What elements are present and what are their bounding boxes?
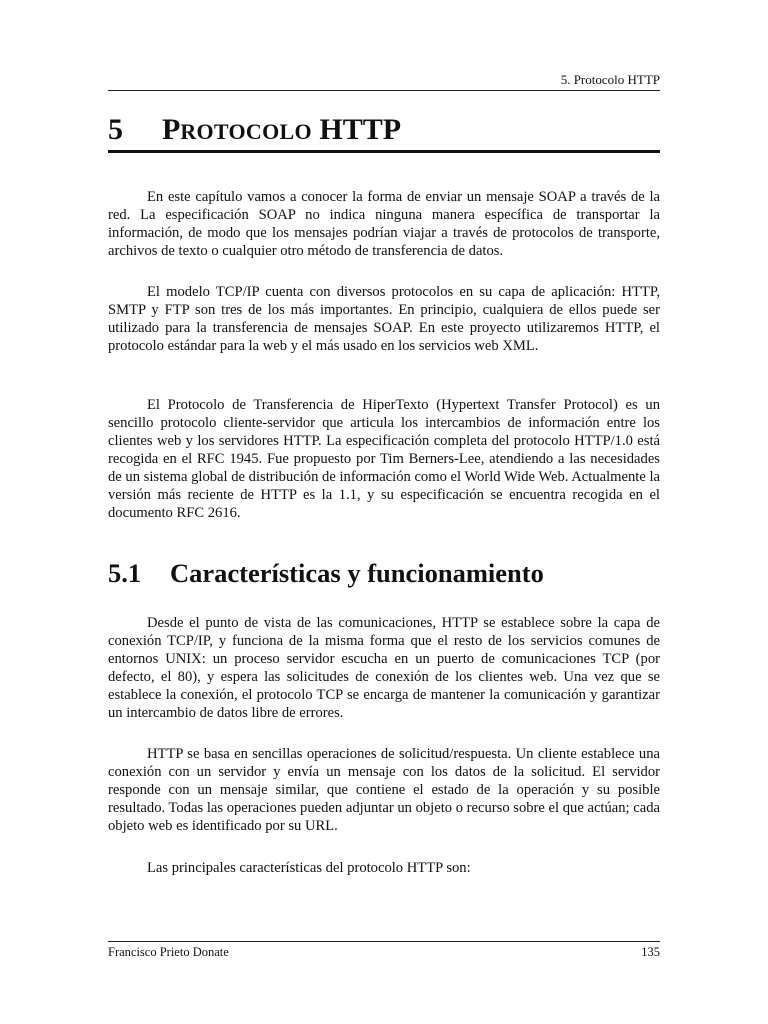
running-header: 5. Protocolo HTTP [560, 72, 660, 87]
paragraph-section-1: Desde el punto de vista de las comunicaciones, HTTP se establece sobre la capa de conexión TCP/IP, y funciona de la misma forma que el resto de los servicios comunes de entornos UNIX: un proceso servidor escucha en un puerto de comunicaciones TCP (por defecto, el 80), y espera las solicitudes de conexión de los clientes web. Una vez que se establece la conexión, el protocolo TCP se encarga de mantener la comunicación y garantizar un intercambio de datos libre de errores. [108, 615, 660, 721]
paragraph-section-2: HTTP se basa en sencillas operaciones de solicitud/respuesta. Un cliente establece una conexión con un servidor y envía un mensaje con los datos de la solicitud. El servidor responde con un mensaje similar, que contiene el estado de la operación y su posible resultado. Todas las operaciones pueden adjuntar un objeto o recurso sobre el que actúan; cada objeto web es identificado por su URL. [108, 746, 660, 834]
chapter-number: 5 [108, 113, 123, 146]
paragraph-section-3: Las principales características del protocolo HTTP son: [147, 860, 471, 876]
section-title-text: Características y funcionamiento [170, 558, 544, 588]
title-rule [108, 150, 660, 153]
page-number: 135 [641, 945, 660, 959]
chapter-title-initial: P [162, 113, 181, 146]
footer-author: Francisco Prieto Donate [108, 945, 229, 959]
paragraph-intro-2: El modelo TCP/IP cuenta con diversos protocolos en su capa de aplicación: HTTP, SMTP y FTP son tres de los más importantes. En principio, cualquiera de ellos puede ser utilizado para la transferencia de mensajes SOAP. En este proyecto utilizaremos HTTP, el protocolo estándar para la web y el más usado en los servicios web XML. [108, 284, 660, 354]
chapter-title-tail: HTTP [319, 113, 402, 146]
footer-rule [108, 941, 660, 942]
chapter-title [108, 113, 660, 149]
section-number: 5.1 [108, 558, 142, 588]
document-page [108, 0, 660, 1024]
paragraph-intro-3: El Protocolo de Transferencia de HiperTexto (Hypertext Transfer Protocol) es un sencillo protocolo cliente-servidor que articula los intercambios de información entre los clientes web y los servidores HTTP. La especificación completa del protocolo HTTP/1.0 está recogida en el RFC 1945. Fue propuesto por Tim Berners-Lee, atendiendo a las necesidades de un sistema global de distribución de información como el World Wide Web. Actualmente la versión más reciente de HTTP es la 1.1, y su especificación se encuentra recogida en el documento RFC 2616. [108, 397, 660, 521]
header-rule [108, 90, 660, 91]
paragraph-intro-1: En este capítulo vamos a conocer la forma de enviar un mensaje SOAP a través de la red. La especificación SOAP no indica ninguna manera específica de transportar la información, de modo que los mensajes podrían viajar a través de protocolos de transporte, archivos de texto o cualquier otro método de transferencia de datos. [108, 189, 660, 259]
chapter-title-smallcaps: ROTOCOLO [180, 119, 312, 144]
section-heading [108, 556, 544, 590]
